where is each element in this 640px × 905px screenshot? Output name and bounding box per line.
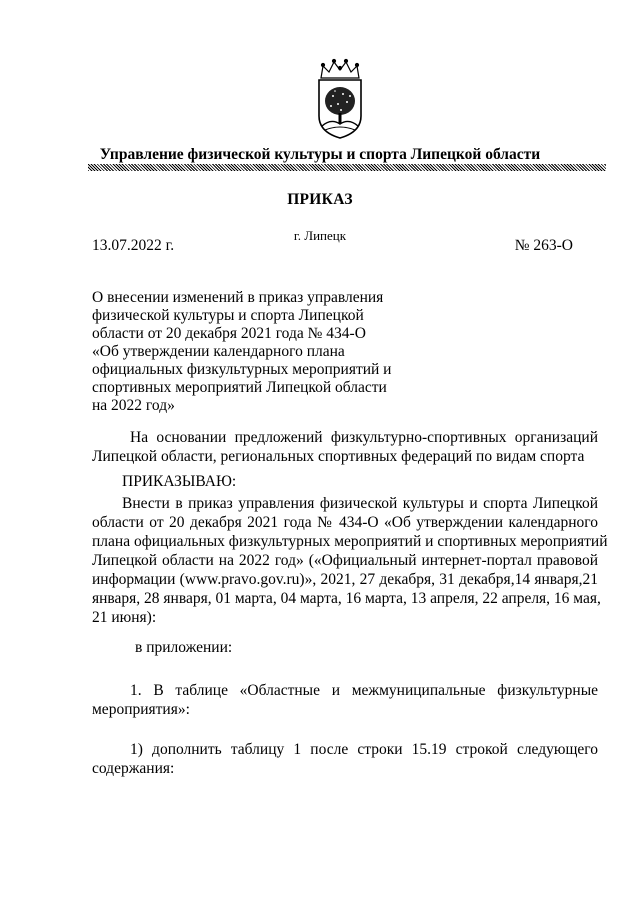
paragraph-line: 1) дополнить таблицу 1 после строки 15.19 строкой следующего [130,741,598,758]
header-separator-line [88,164,606,171]
paragraph-line: содержания: [92,760,175,777]
order-number: № 263-О [514,237,573,254]
paragraph-line: января, 28 января, 01 марта, 04 марта, 16 марта, 13 апреля, 22 апреля, 16 мая, [92,590,601,607]
coat-of-arms-emblem [313,58,367,140]
subject-line: на 2022 год» [92,397,175,414]
paragraph-line: Липецкой области, региональных спортивных федераций по видам спорта [92,448,585,465]
order-word [92,472,598,491]
paragraph-line: ПРИКАЗЫВАЮ: [122,473,237,490]
subject-line: физической культуры и спорта Липецкой [92,307,364,324]
paragraph-line: На основании предложений физкультурно-спортивных организаций [130,429,598,446]
subject-line: области от 20 декабря 2021 года № 434-О [92,325,366,342]
paragraph-line: мероприятия»: [92,701,190,718]
basis-paragraph [92,428,598,466]
paragraph-line: 1. В таблице «Областные и межмуниципальные физкультурные [130,682,598,699]
item-1-1-paragraph [92,740,598,778]
subject-line: официальных физкультурных мероприятий и [92,361,392,378]
paragraph-line: плана официальных физкультурных мероприятий и спортивных мероприятий [92,533,608,550]
appendix-intro [135,638,335,657]
paragraph-line: Внести в приказ управления физической культуры и спорта Липецкой [122,495,598,512]
order-date: 13.07.2022 г. [92,237,175,254]
amendment-paragraph [92,494,608,627]
paragraph-line: информации (www.pravo.gov.ru)», 2021, 27 декабря, 31 декабря,14 января,21 [92,571,598,588]
city: г. Липецк [293,228,347,243]
document-type-title: ПРИКАЗ [287,191,353,208]
paragraph-line: области от 20 декабря 2021 года № 434-О «Об утверждении календарного [92,514,598,531]
item-1-paragraph [92,681,598,719]
paragraph-line: Липецкой области на 2022 год» («Официальный интернет-портал правовой [92,552,598,569]
subject-line: спортивных мероприятий Липецкой области [92,379,387,396]
order-subject [92,289,392,415]
paragraph-line: 21 июня): [92,609,157,626]
subject-line: «Об утверждении календарного плана [92,343,345,360]
organization-name: Управление физической культуры и спорта Липецкой области [99,146,541,163]
subject-line: О внесении изменений в приказ управления [92,289,384,306]
paragraph-line: в приложении: [135,639,233,656]
